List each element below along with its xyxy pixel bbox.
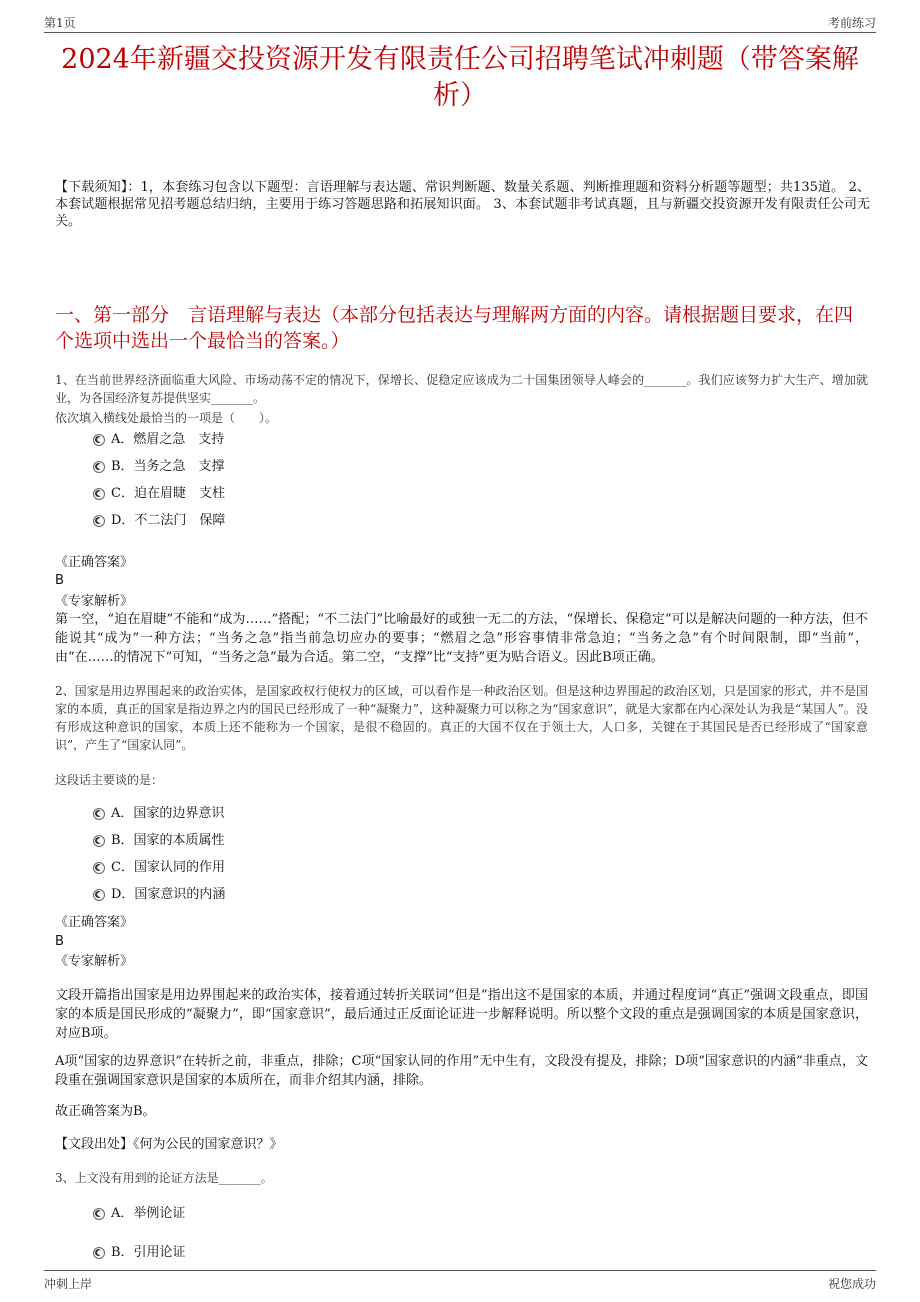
question-2-option-d[interactable]: D．国家意识的内涵 [93,886,225,904]
question-2-correct-label: 《正确答案》 [55,915,134,930]
question-2-option-b[interactable]: B．国家的本质属性 [93,832,225,850]
radio-icon[interactable] [93,862,105,874]
radio-icon[interactable] [93,889,105,901]
page-footer [44,1270,876,1293]
question-1-option-a[interactable]: A．燃眉之急 支持 [93,431,224,449]
question-1-option-d[interactable]: D．不二法门 保障 [93,512,225,530]
page-number: 第1页 [44,16,76,30]
question-2-prompt: 这段话主要谈的是： [55,773,164,787]
radio-icon[interactable] [93,1247,105,1259]
document-title: 2024年新疆交投资源开发有限责任公司招聘笔试冲刺题（带答案解析） [61,44,859,111]
question-2-source: 【文段出处】《何为公民的国家意识？》 [55,1137,283,1152]
question-1-stem: 1、在当前世界经济面临重大风险、市场动荡不定的情况下，保增长、促稳定应该成为二十国集团领导人峰会的_______。我们应该努力扩大生产、增加就业，为各国经济复苏提供坚实_______。 [55,373,868,405]
question-2-analysis-2: A项“国家的边界意识”在转折之前，非重点，排除；C项“国家认同的作用”无中生有，文段没有提及，排除；D项“国家意识的内涵”非重点，文段重在强调国家意识是国家的本质所在，而非介绍其内涵，排除。 [55,1054,868,1088]
question-1-analysis-label: 《专家解析》 [55,594,134,609]
header-tag: 考前练习 [827,16,876,30]
question-3-option-a[interactable]: A．举例论证 [93,1205,185,1223]
download-notice: 【下载须知】：1，本套练习包含以下题型：言语理解与表达题、常识判断题、数量关系题、判断推理题和资料分析题等题型；共135道。 2、本套试题根据常见招考题总结归纳，主要用于练习答题思路和拓展知识面。 3、本套试题非考试真题，且与新疆交投资源开发有限责任公司无关。 [55,180,870,229]
radio-icon[interactable] [93,488,105,500]
question-1-answer: B [55,573,64,588]
question-3-option-b[interactable]: B．引用论证 [93,1244,186,1263]
question-3-stem: 3、上文没有用到的论证方法是_______。 [55,1171,273,1185]
question-2-option-a[interactable]: A．国家的边界意识 [93,805,224,823]
question-2-answer: B [55,934,64,949]
footer-right-text: 祝您成功 [827,1277,876,1291]
radio-icon[interactable] [93,434,105,446]
page-header [44,12,876,33]
radio-icon[interactable] [93,808,105,820]
question-1-correct-label: 《正确答案》 [55,555,134,570]
question-2-analysis-label: 《专家解析》 [55,954,134,969]
question-2-analysis-1: 文段开篇指出国家是用边界围起来的政治实体，接着通过转折关联词“但是”指出这不是国家的本质，并通过程度词“真正”强调文段重点，即国家的本质是国民形成的“凝聚力”，即“国家意识”，最后通过正反面论证进一步解释说明。所以整个文段的重点是强调国家的本质是国家意识，对应B项。 [55,988,868,1041]
footer-left-text: 冲刺上岸 [44,1277,93,1291]
question-1-prompt: 依次填入横线处最恰当的一项是（ ）。 [55,411,278,425]
radio-icon[interactable] [93,835,105,847]
radio-icon[interactable] [93,515,105,527]
question-2-stem: 2、国家是用边界围起来的政治实体，是国家政权行使权力的区域，可以看作是一种政治区划。但是这种边界围起的政治区划，只是国家的形式，并不是国家的本质，真正的国家是指边界之内的国民已经形成了一种“凝聚力”，这种凝聚力可以称之为“国家意识”，就是大家都在内心深处认为我是“某国人”。没有形成这种意识的国家，本质上还不能称为一个国家，是很不稳固的。真正的大国不仅在于领土大，人口多，关键在于其国民是否已经形成了“国家意识”，产生了“国家认同”。 [55,684,868,752]
question-1-option-b[interactable]: B．当务之急 支撑 [93,458,225,476]
question-2-option-c[interactable]: C．国家认同的作用 [93,859,225,877]
section-heading: 一、第一部分 言语理解与表达（本部分包括表达与理解两方面的内容。请根据题目要求，在四个选项中选出一个最恰当的答案。） [55,304,854,352]
question-2-conclusion: 故正确答案为B。 [55,1104,156,1119]
radio-icon[interactable] [93,1208,105,1220]
question-1-option-c[interactable]: C．迫在眉睫 支柱 [93,485,225,503]
radio-icon[interactable] [93,461,105,473]
question-1-analysis: 第一空，“迫在眉睫”不能和“成为……”搭配；“不二法门”比喻最好的或独一无二的方法，“保增长、保稳定”可以是解决问题的一种方法，但不能说其“成为”一种方法；“当务之急”指当前急切应办的要事；“燃眉之急”形容事情非常急迫；“当务之急”有个时间限制，即“当前”，由“在……的情况下”可知，“当务之急”最为合适。第二空，“支撑”比“支持”更为贴合语义。因此B项正确。 [55,612,868,665]
